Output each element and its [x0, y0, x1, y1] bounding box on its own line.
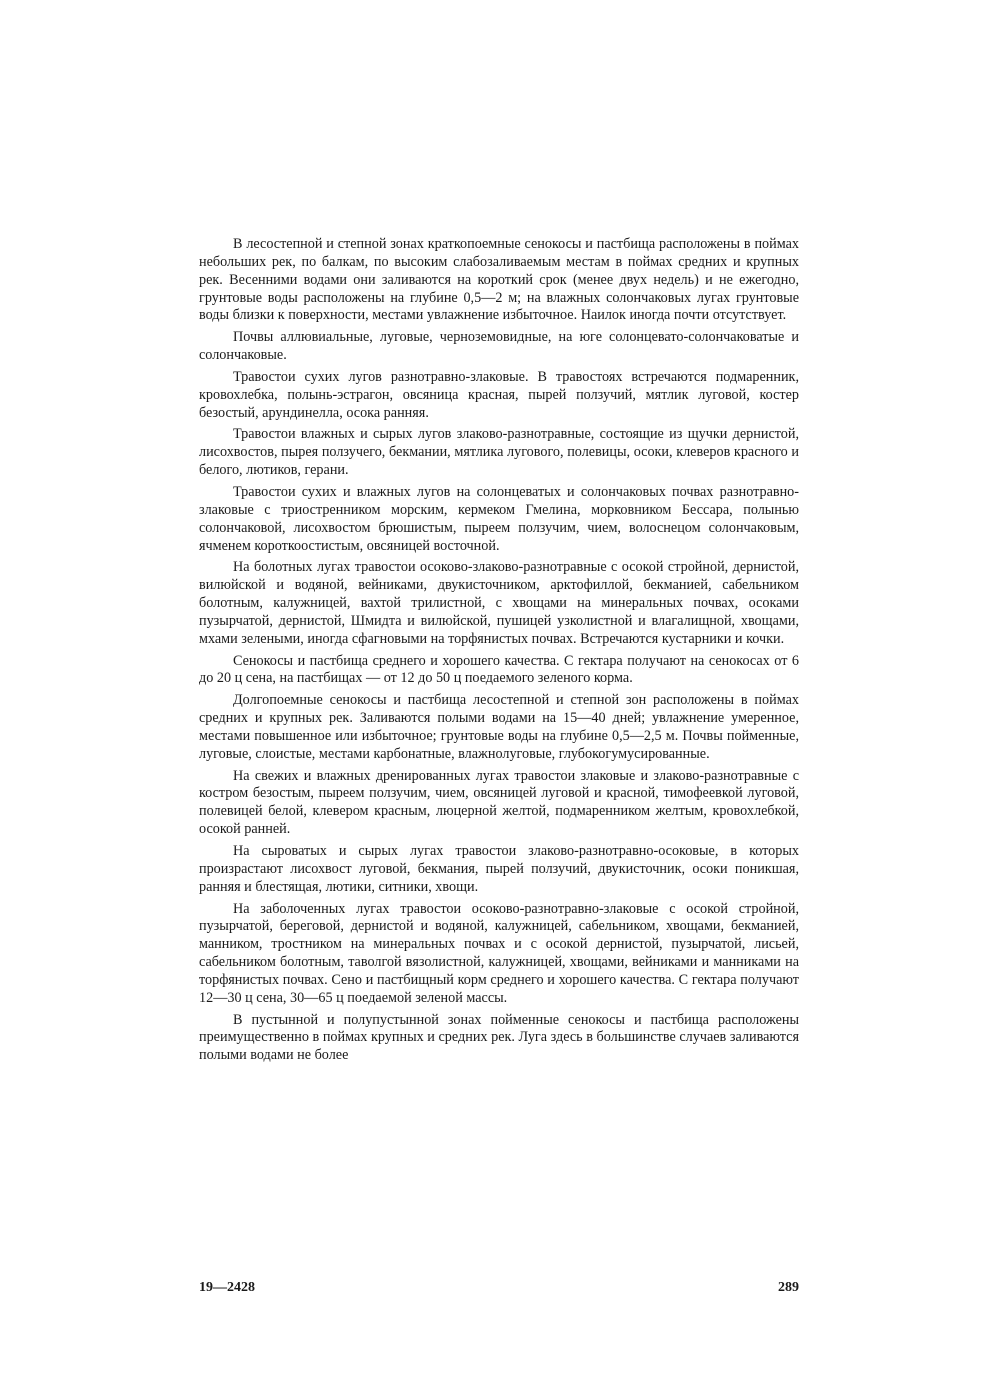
paragraph: На заболоченных лугах травостои осоково-разнотравно-злаковые с осокой стройной, пузырчатой, береговой, дернистой и водяной, калужницей, сабельником, хвощами, бекманией, манником, тростником на минеральных почвах и с осокой дернистой, пузырчатой, лисьей, сабельником болотным, таволгой вязолистной, калужницей, хвощами, вейниками и манниками на торфянистых почвах. Сено и пастбищный корм среднего и хорошего качества. С гектара получают 12—30 ц сена, 30—65 ц поедаемой зеленой массы. [199, 900, 799, 1006]
page-number: 289 [778, 1280, 799, 1295]
paragraph: Травостои влажных и сырых лугов злаково-разнотравные, состоящие из щучки дернистой, лисохвостов, пырея ползучего, бекмании, мятлика лугового, полевицы, осоки, клеверов красного и белого, лютиков, герани. [199, 426, 799, 479]
paragraph: На свежих и влажных дренированных лугах травостои злаковые и злаково-разнотравные с костром безостым, пыреем ползучим, чием, овсяницей луговой и красной, тимофеевкой луговой, полевицей белой, клевером красным, люцерной желтой, подмаренником желтым, кровохлебкой, осокой ранней. [199, 767, 799, 838]
paragraph: В лесостепной и степной зонах краткопоемные сенокосы и пастбища расположены в поймах небольших рек, по балкам, по высоким слабозаливаемым местам в поймах средних и крупных рек. Весенними водами они заливаются на короткий срок (менее двух недель) и не ежегодно, грунтовые воды расположены на глубине 0,5—2 м; на влажных солончаковых лугах грунтовые воды близки к поверхности, местами увлажнение избыточное. Наилок иногда почти отсутствует. [199, 236, 799, 324]
printer-signature: 19—2428 [199, 1280, 255, 1295]
paragraph: На болотных лугах травостои осоково-злаково-разнотравные с осокой стройной, дернистой, вилюйской и водяной, вейниками, двукисточником, арктофиллой, бекманией, сабельником болотным, калужницей, вахтой трилистной, с хвощами на минеральных почвах, осоками пузырчатой, дернистой, Шмидта и вилюйской, пушицей узколистной и влагалищной, хвощами, мхами зелеными, иногда сфагновыми на торфянистых почвах. Встречаются кустарники и кочки. [199, 559, 799, 647]
page-footer [199, 1280, 799, 1300]
body-text [199, 236, 799, 1069]
paragraph: Почвы аллювиальные, луговые, черноземовидные, на юге солонцевато-солончаковатые и солончаковые. [199, 329, 799, 364]
paragraph: На сыроватых и сырых лугах травостои злаково-разнотравно-осоковые, в которых произрастают лисохвост луговой, бекмания, пырей ползучий, двукисточник, осоки поникшая, ранняя и блестящая, лютики, ситники, хвощи. [199, 843, 799, 895]
paragraph: Травостои сухих лугов разнотравно-злаковые. В травостоях встречаются подмаренник, кровохлебка, полынь-эстрагон, овсяница красная, пырей ползучий, мятлик луговой, костер безостый, арундинелла, осока ранняя. [199, 368, 799, 421]
paragraph: Долгопоемные сенокосы и пастбища лесостепной и степной зон расположены в поймах средних и крупных рек. Заливаются полыми водами на 15—40 дней; увлажнение умеренное, местами повышенное или избыточное; грунтовые воды на глубине 0,5—2,5 м. Почвы пойменные, луговые, слоистые, местами карбонатные, влажнолуговые, глубокогумусированные. [199, 692, 799, 762]
paragraph: Сенокосы и пастбища среднего и хорошего качества. С гектара получают на сенокосах от 6 до 20 ц сена, на пастбищах — от 12 до 50 ц поедаемого зеленого корма. [199, 652, 799, 687]
paragraph: Травостои сухих и влажных лугов на солонцеватых и солончаковых почвах разнотравно-злаковые с триостренником морским, кермеком Гмелина, морковником Бессара, полынью солончаковой, лисохвостом брюшистым, пыреем ползучим, чием, волоснецом солончаковым, ячменем короткоостистым, овсяницей восточной. [199, 483, 799, 554]
paragraph: В пустынной и полупустынной зонах пойменные сенокосы и пастбища расположены преимущественно в поймах крупных и средних рек. Луга здесь в большинстве случаев заливаются полыми водами не более [199, 1011, 799, 1064]
